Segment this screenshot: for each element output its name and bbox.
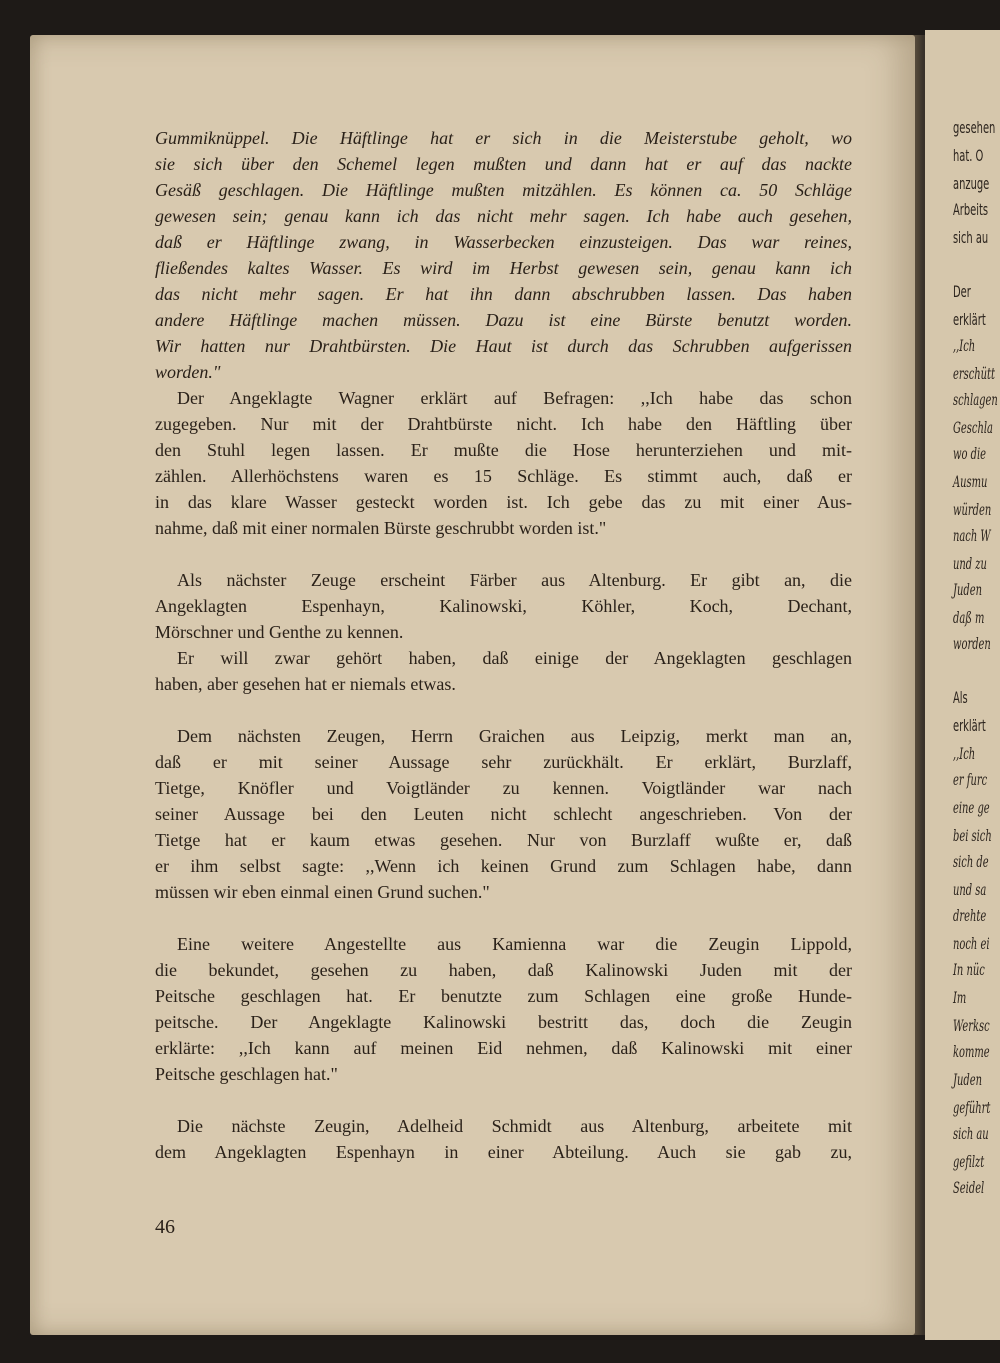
text-line: Als nächster Zeuge erscheint Färber aus Altenburg. Er gibt an, die (177, 570, 852, 590)
text-line: peitsche. Der Angeklagte Kalinowski bestritt das, doch die Zeugin (155, 1012, 852, 1032)
text-line: Angeklagten Espenhayn, Kalinowski, Köhler, Koch, Dechant, (155, 596, 852, 616)
text-line: Gesäß geschlagen. Die Häftlinge mußten mitzählen. Es können ca. 50 Schläge (155, 180, 852, 200)
facing-line: erschütt (953, 364, 996, 383)
facing-line: noch ei (953, 934, 990, 953)
facing-line: er furc (953, 770, 988, 789)
text-line: Tietge, Knöfler und Voigtländer zu kennen. Voigtländer war nach (155, 778, 852, 798)
faerber-testimony-paragraph (155, 567, 852, 645)
text-line: worden." (155, 362, 221, 382)
text-line: fließendes kaltes Wasser. Es wird im Herbst gewesen sein, genau kann ich (155, 258, 852, 278)
facing-line: Geschla (953, 418, 993, 437)
facing-line: drehte (953, 906, 987, 925)
facing-line: hat. O (953, 146, 984, 165)
text-line: Gummiknüppel. Die Häftlinge hat er sich in die Meisterstube geholt, wo (155, 128, 852, 148)
text-line: Peitsche geschlagen hat. Er benutzte zum Schlagen eine große Hunde- (155, 986, 852, 1006)
facing-line: und sa (953, 880, 987, 899)
facing-line: daß m (953, 608, 985, 627)
facing-line: sich au (953, 1124, 989, 1143)
facing-line: und zu (953, 554, 987, 573)
text-line: gewesen sein; genau kann ich das nicht mehr sagen. Ich habe auch gesehen, (155, 206, 852, 226)
text-line: die bekundet, gesehen zu haben, daß Kalinowski Juden mit der (155, 960, 852, 980)
facing-line: bei sich (953, 826, 992, 845)
faerber-hearsay-paragraph (155, 645, 852, 697)
schmidt-testimony-paragraph (155, 1113, 852, 1165)
text-line: andere Häftlinge machen müssen. Dazu ist eine Bürste benutzt worden. (155, 310, 852, 330)
text-line: er ihm selbst sagte: ,,Wenn ich keinen Grund zum Schlagen habe, dann (155, 856, 852, 876)
text-line: zugegeben. Nur mit der Drahtbürste nicht. Ich habe den Häftling über (155, 414, 852, 434)
facing-line: wo die (953, 444, 987, 463)
facing-line: Ausmu (953, 472, 988, 491)
text-line: Eine weitere Angestellte aus Kamienna war die Zeugin Lippold, (177, 934, 852, 954)
graichen-testimony-paragraph (155, 723, 852, 905)
facing-line: gefilzt (953, 1152, 985, 1171)
lippold-testimony-paragraph (155, 931, 852, 1087)
text-line: Die nächste Zeugin, Adelheid Schmidt aus Altenburg, arbeitete mit (177, 1116, 852, 1136)
facing-line: erklärt (953, 310, 986, 329)
text-line: daß er Häftlinge zwang, in Wasserbecken einzusteigen. Das war reines, (155, 232, 852, 252)
text-line: Der Angeklagte Wagner erklärt auf Befragen: ,,Ich habe das schon (177, 388, 852, 408)
text-line: Er will zwar gehört haben, daß einige der Angeklagten geschlagen (177, 648, 852, 668)
text-line: Tietge hat er kaum etwas gesehen. Nur von Burzlaff wußte er, daß (155, 830, 852, 850)
facing-line: eine ge (953, 798, 990, 817)
text-line: nahme, daß mit einer normalen Bürste geschrubbt worden ist." (155, 518, 607, 538)
facing-line: Seidel (953, 1178, 985, 1197)
facing-page-edge (925, 30, 1000, 1340)
facing-line: Im (953, 988, 967, 1007)
text-line: den Stuhl legen lassen. Er mußte die Hose herunterziehen und mit- (155, 440, 852, 460)
facing-line: Juden (953, 1070, 982, 1089)
text-line: zählen. Allerhöchstens waren es 15 Schläge. Es stimmt auch, daß er (155, 466, 852, 486)
page-number: 46 (155, 1216, 175, 1238)
text-line: daß er mit seiner Aussage sehr zurückhält. Er erklärt, Burzlaff, (155, 752, 852, 772)
text-line: haben, aber gesehen hat er niemals etwas. (155, 674, 456, 694)
text-line: dem Angeklagten Espenhayn in einer Abteilung. Auch sie gab zu, (155, 1142, 852, 1162)
facing-line: sich de (953, 852, 989, 871)
quoted-testimony-paragraph (155, 125, 852, 385)
wagner-statement-paragraph (155, 385, 852, 541)
text-line: das nicht mehr sagen. Er hat ihn dann abschrubben lassen. Das haben (155, 284, 852, 304)
text-line: seiner Aussage bei den Leuten nicht schlecht angeschrieben. Von der (155, 804, 852, 824)
facing-line: sich au (953, 228, 989, 247)
page-body-text (155, 125, 852, 1165)
facing-line: Als (953, 688, 968, 707)
facing-line: Arbeits (953, 200, 989, 219)
text-line: erklärte: ,,Ich kann auf meinen Eid nehmen, daß Kalinowski mit einer (155, 1038, 852, 1058)
facing-line: In nüc (953, 960, 985, 979)
facing-line: würden (953, 500, 992, 519)
text-line: Mörschner und Genthe zu kennen. (155, 622, 404, 642)
facing-line: worden (953, 634, 991, 653)
facing-line: Juden (953, 580, 982, 599)
facing-line: erklärt (953, 716, 986, 735)
text-line: müssen wir eben einmal einen Grund suchen." (155, 882, 490, 902)
text-line: Dem nächsten Zeugen, Herrn Graichen aus Leipzig, merkt man an, (177, 726, 852, 746)
facing-line: gesehen (953, 118, 996, 137)
facing-line: ,,Ich (953, 336, 976, 355)
facing-line: schlagen (953, 390, 998, 409)
text-line: in das klare Wasser gesteckt worden ist. Ich gebe das zu mit einer Aus- (155, 492, 852, 512)
facing-line: ,,Ich (953, 744, 976, 763)
facing-line: geführt (953, 1098, 991, 1117)
facing-line: komme (953, 1042, 990, 1061)
text-line: Wir hatten nur Drahtbürsten. Die Haut ist durch das Schrubben aufgerissen (155, 336, 852, 356)
facing-line: Werksc (953, 1016, 990, 1035)
text-line: sie sich über den Schemel legen mußten und dann hat er auf das nackte (155, 154, 852, 174)
facing-line: anzuge (953, 174, 990, 193)
facing-line: Der (953, 282, 971, 301)
facing-line: nach W (953, 526, 991, 545)
text-line: Peitsche geschlagen hat." (155, 1064, 338, 1084)
